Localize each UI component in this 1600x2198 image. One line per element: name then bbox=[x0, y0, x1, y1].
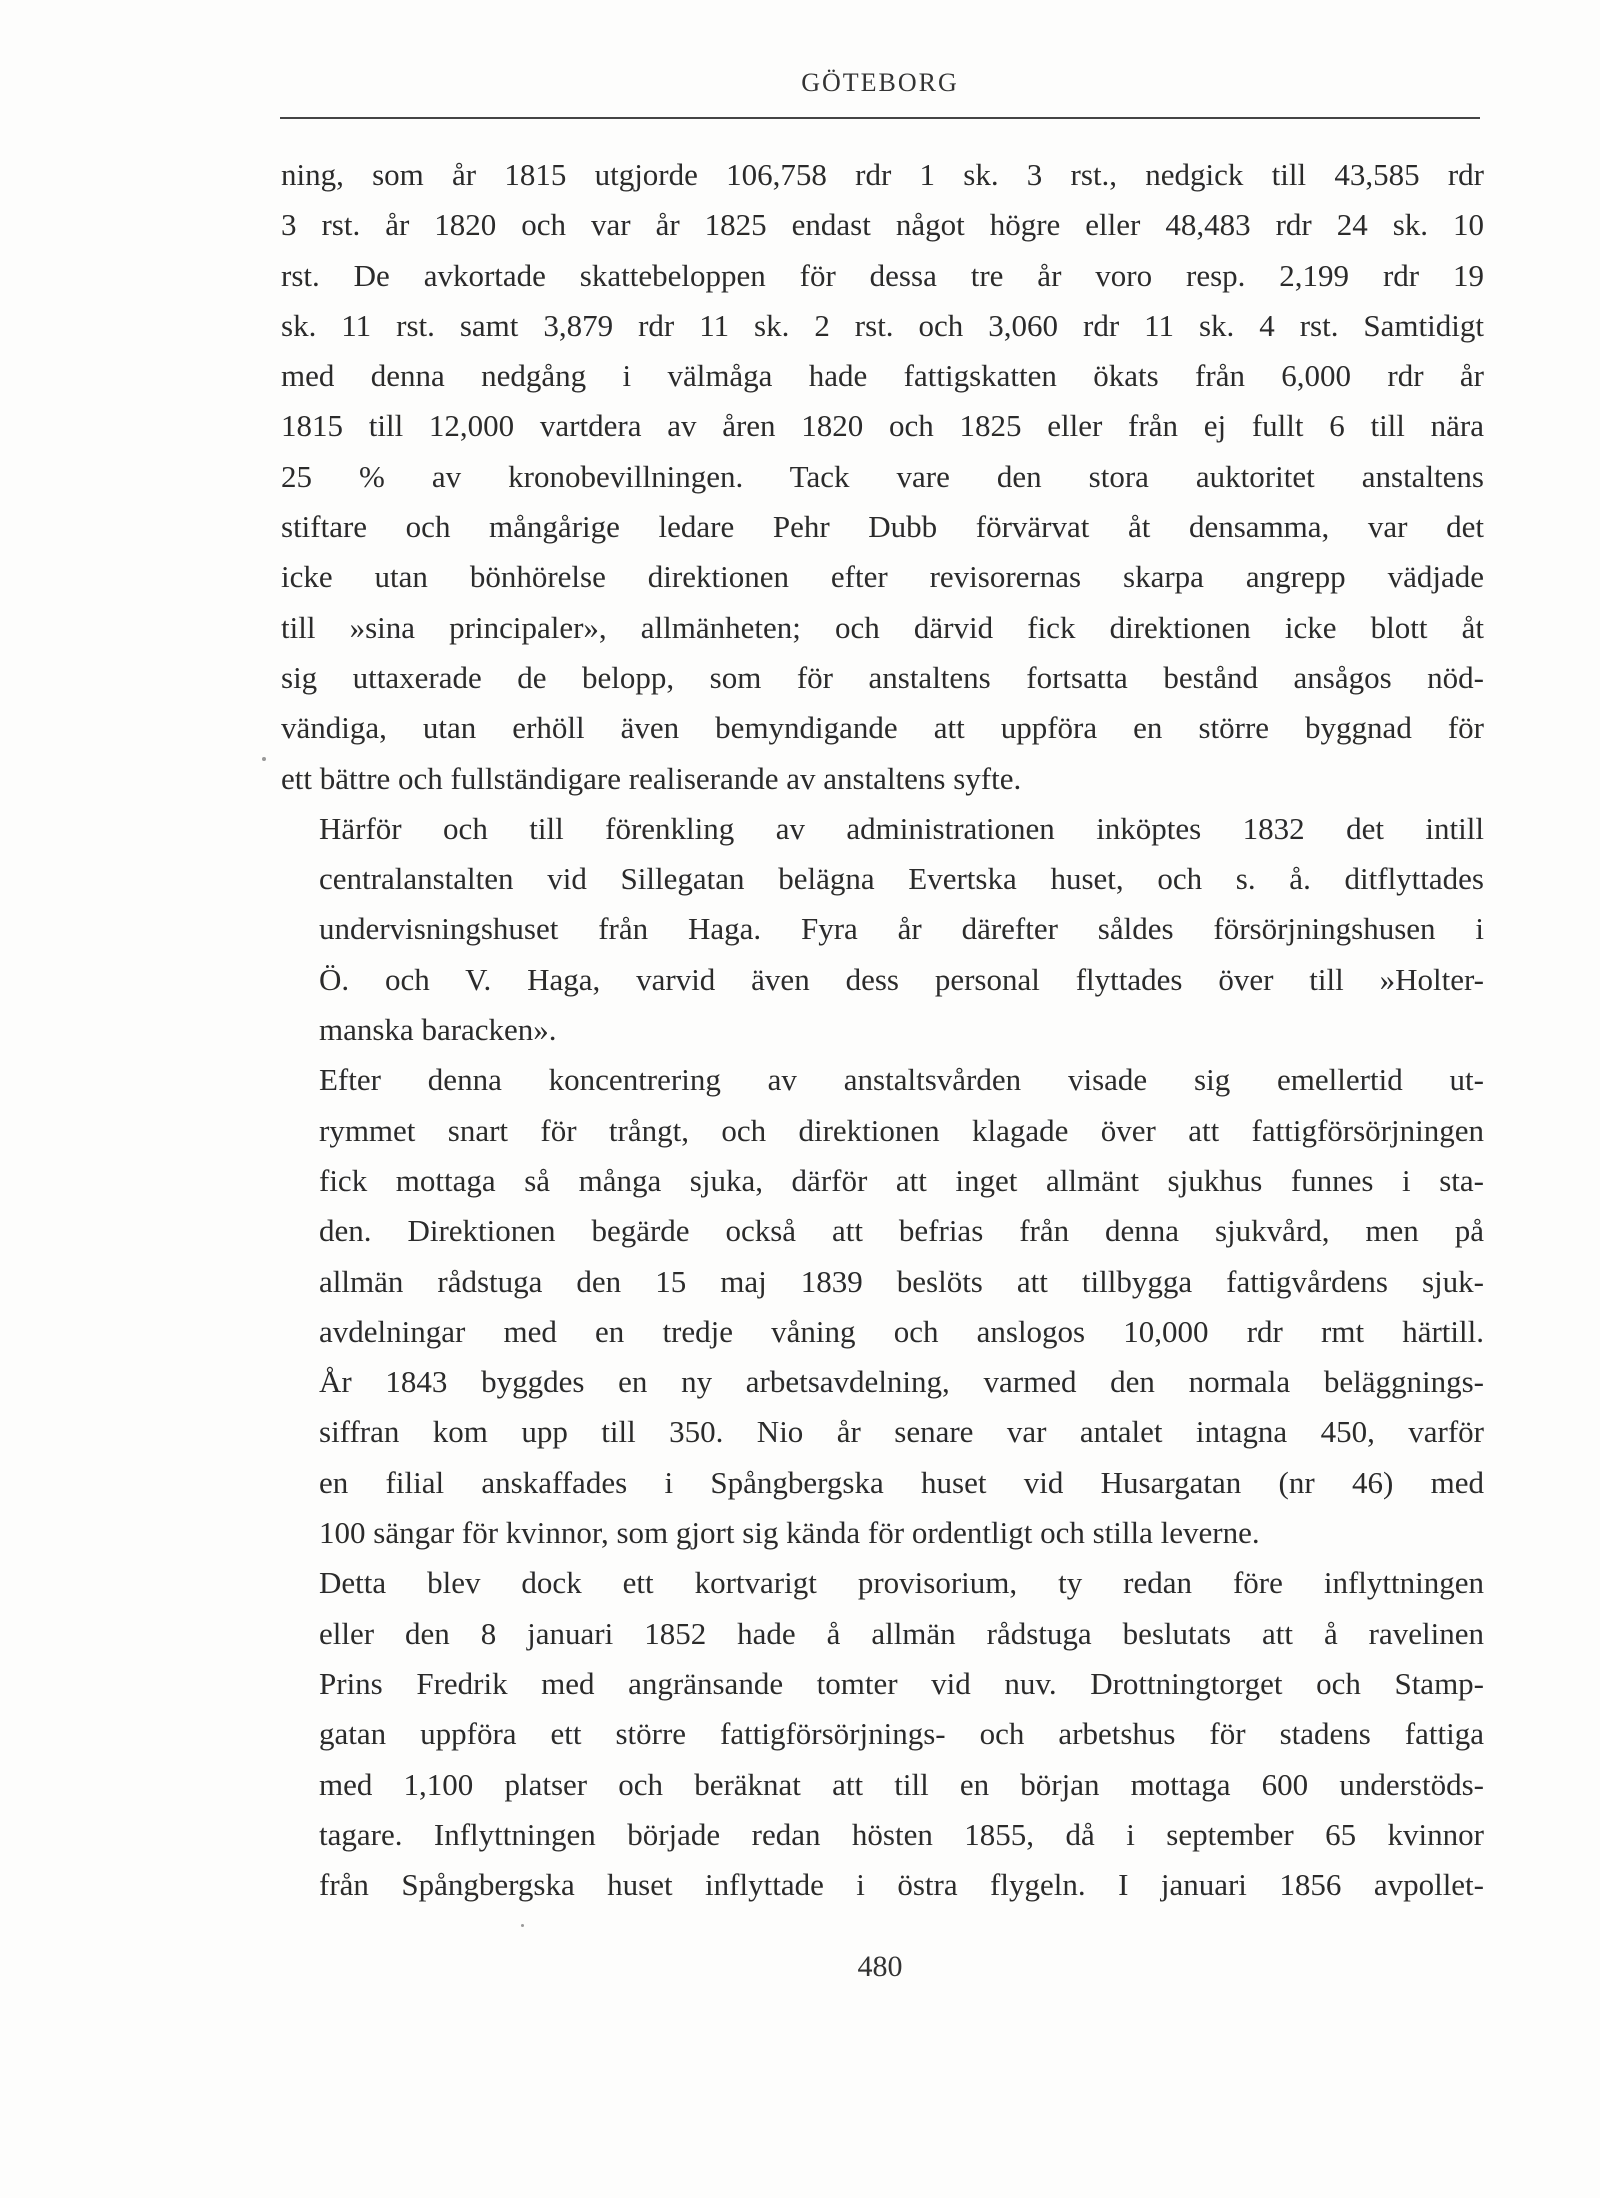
text-line: gatan uppföra ett större fattigförsörjnings- och arbetshus för stadens fattiga bbox=[319, 1716, 1484, 1752]
text-line: allmän rådstuga den 15 maj 1839 beslöts att tillbygga fattigvårdens sjuk- bbox=[319, 1263, 1484, 1299]
text-line: siffran kom upp till 350. Nio år senare var antalet intagna 450, varför bbox=[319, 1414, 1484, 1450]
text-line: Detta blev dock ett kortvarigt provisorium, ty redan före inflyttningen bbox=[319, 1565, 1484, 1601]
header-rule bbox=[280, 117, 1480, 119]
text-line: tagare. Inflyttningen började redan hösten 1855, då i september 65 kvinnor bbox=[319, 1816, 1484, 1852]
text-line: till »sina principaler», allmänheten; och därvid fick direktionen icke blott åt bbox=[281, 609, 1484, 645]
text-line: icke utan bönhörelse direktionen efter revisorernas skarpa angrepp vädjade bbox=[281, 559, 1484, 595]
text-line: ett bättre och fullständigare realiserande av anstaltens syfte. bbox=[281, 760, 1022, 796]
text-line: manska baracken». bbox=[319, 1012, 557, 1048]
text-line: 1815 till 12,000 vartdera av åren 1820 och 1825 eller från ej fullt 6 till nära bbox=[281, 408, 1484, 444]
text-line: eller den 8 januari 1852 hade å allmän rådstuga beslutats att å ravelinen bbox=[319, 1615, 1484, 1651]
text-line: undervisningshuset från Haga. Fyra år därefter såldes försörjningshusen i bbox=[319, 911, 1484, 947]
page-number: 480 bbox=[857, 1950, 903, 1983]
text-line: centralanstalten vid Sillegatan belägna Evertska huset, och s. å. ditflyttades bbox=[319, 861, 1484, 897]
text-line: 100 sängar för kvinnor, som gjort sig kända för ordentligt och stilla leverne. bbox=[319, 1515, 1260, 1551]
paper-speck bbox=[262, 757, 266, 761]
text-line: den. Direktionen begärde också att befrias från denna sjukvård, men på bbox=[319, 1213, 1484, 1249]
text-line: vändiga, utan erhöll även bemyndigande att uppföra en större byggnad för bbox=[281, 710, 1484, 746]
text-line: från Spångbergska huset inflyttade i östra flygeln. I januari 1856 avpollet- bbox=[319, 1867, 1484, 1903]
text-line: rst. De avkortade skattebeloppen för dessa tre år voro resp. 2,199 rdr 19 bbox=[281, 257, 1484, 293]
running-title: GÖTEBORG bbox=[801, 68, 959, 97]
text-line: med denna nedgång i välmåga hade fattigskatten ökats från 6,000 rdr år bbox=[281, 358, 1484, 394]
text-line: 25 % av kronobevillningen. Tack vare den stora auktoritet anstaltens bbox=[281, 458, 1484, 494]
paper-speck bbox=[521, 1924, 524, 1927]
paragraph-1 bbox=[281, 150, 1484, 804]
body-text bbox=[281, 150, 1484, 1910]
paragraph-3 bbox=[281, 1055, 1484, 1558]
text-line: fick mottaga så många sjuka, därför att inget allmänt sjukhus funnes i sta- bbox=[319, 1162, 1484, 1198]
text-line: Prins Fredrik med angränsande tomter vid nuv. Drottningtorget och Stamp- bbox=[319, 1665, 1484, 1701]
text-line: Ö. och V. Haga, varvid även dess personal flyttades över till »Holter- bbox=[319, 961, 1484, 997]
text-line: med 1,100 platser och beräknat att till en början mottaga 600 understöds- bbox=[319, 1766, 1484, 1802]
text-line: Härför och till förenkling av administrationen inköptes 1832 det intill bbox=[319, 810, 1484, 846]
text-line: År 1843 byggdes en ny arbetsavdelning, varmed den normala beläggnings- bbox=[319, 1364, 1484, 1400]
paragraph-2 bbox=[281, 804, 1484, 1055]
text-line: Efter denna koncentrering av anstaltsvården visade sig emellertid ut- bbox=[319, 1062, 1484, 1098]
text-line: stiftare och mångårige ledare Pehr Dubb förvärvat åt densamma, var det bbox=[281, 509, 1484, 545]
text-line: rymmet snart för trångt, och direktionen klagade över att fattigförsörjningen bbox=[319, 1112, 1484, 1148]
text-line: 3 rst. år 1820 och var år 1825 endast något högre eller 48,483 rdr 24 sk. 10 bbox=[281, 207, 1484, 243]
text-line: en filial anskaffades i Spångbergska huset vid Husargatan (nr 46) med bbox=[319, 1464, 1484, 1500]
text-line: sig uttaxerade de belopp, som för anstaltens fortsatta bestånd ansågos nöd- bbox=[281, 659, 1484, 695]
text-line: avdelningar med en tredje våning och anslogos 10,000 rdr rmt härtill. bbox=[319, 1313, 1484, 1349]
text-line: ning, som år 1815 utgjorde 106,758 rdr 1 sk. 3 rst., nedgick till 43,585 rdr bbox=[281, 157, 1484, 192]
paragraph-4 bbox=[281, 1558, 1484, 1910]
text-line: sk. 11 rst. samt 3,879 rdr 11 sk. 2 rst. och 3,060 rdr 11 sk. 4 rst. Samtidigt bbox=[281, 307, 1484, 343]
